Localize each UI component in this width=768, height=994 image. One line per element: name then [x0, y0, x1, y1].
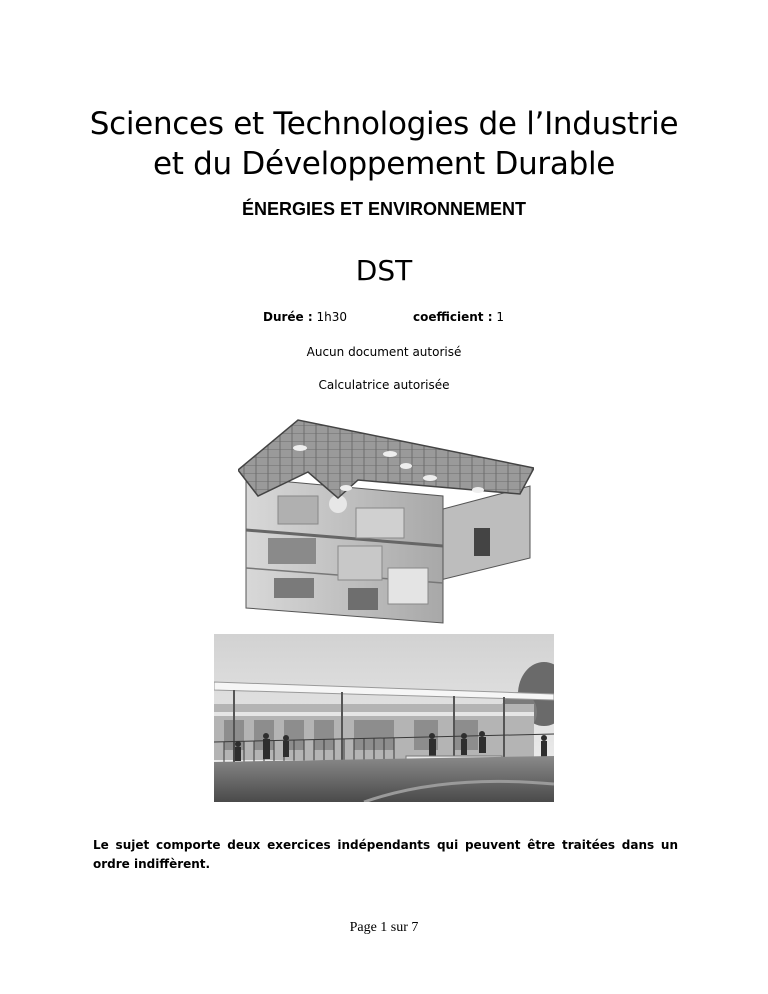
duration-label: Durée :	[263, 310, 313, 324]
subtitle: ÉNERGIES ET ENVIRONNEMENT	[241, 199, 527, 219]
school-building-image	[214, 634, 554, 802]
coefficient-value: 1	[496, 310, 504, 324]
page-number: Page 1 sur 7	[349, 920, 419, 935]
duration	[263, 310, 347, 324]
documents-note: Aucun document autorisé	[306, 345, 462, 359]
duration-value: 1h30	[316, 310, 348, 324]
title-line-1: Sciences et Technologies de l’Industrie	[89, 106, 679, 142]
intro-paragraph: Le sujet comporte deux exercices indépendants qui peuvent être traitées dans un ordre indiffèrent.	[93, 838, 678, 871]
coefficient	[413, 310, 504, 324]
title-line-2: et du Développement Durable	[152, 146, 616, 182]
house-cutaway-image	[238, 418, 534, 626]
exam-type: DST	[355, 254, 413, 287]
page-title	[0, 104, 768, 184]
coefficient-label: coefficient :	[413, 310, 493, 324]
calculator-note: Calculatrice autorisée	[318, 378, 450, 392]
